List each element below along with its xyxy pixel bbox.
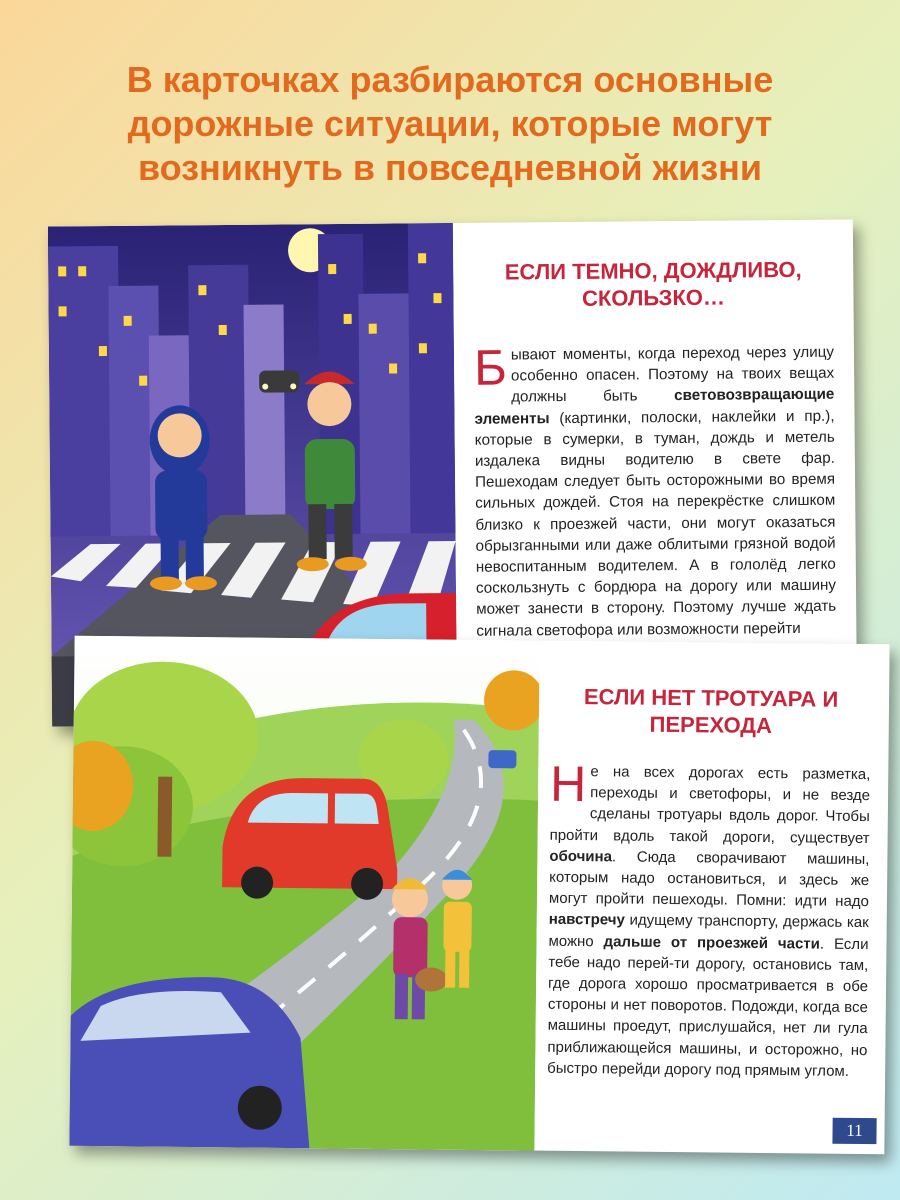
distant-blue-car-icon [488,750,516,768]
card-dark-rainy-body: Бывают моменты, когда переход через улицу особенно опасен. Поэтому на твоих вещах должны быть световозвращающие элементы (картинки, полоски, наклейки и пр.), которые в сумерки, в туман, дождь и метель издалека видны водителю в свете фар. Пешеходам следует быть осторожными во время сильных дождей. Стоя на перекрёстке слишком близко к проезжей части, они могут оказаться обрызганными или даже облитыми грязной водой невоспитанным водителем. А в гололёд легко соскользнуть с бордюра на дорогу или машину может занести в сторону. Поэтому лучше ждать сигнала светофора или возможности перейти [473,339,837,640]
red-car-icon [222,777,398,900]
card-no-sidewalk-text [534,641,889,1155]
drop-cap: Б [473,339,508,396]
headline: В карточках разбираются основные дорожные ситуации, которые могут возникнуть в повседневной жизни [126,59,774,188]
drop-cap: Н [549,755,587,813]
page-number-badge: 11 [832,1118,876,1144]
country-road-illustration [69,636,539,1151]
card-no-sidewalk-body: Не на всех дорогах есть разметка, переходы и светофоры, и не везде сделаны тротуары вдоль дорог. Чтобы пройти вдоль такой дороги, существует обочина. Сюда сворачивают машины, которым надо остановиться, и здесь же могут пройти пешеходы. Помни: идти надо навстречу идущему транспорту, держась как можно дальше от проезжей части. Если тебе надо перей-ти дорогу, остановись там, где дорога хорошо просматривается в обе стороны и нет поворотов. Подожди, когда все машины проедут, прислушайся, нет ли гула приближающейся машины, и осторожно, но быстро перейди дорогу под прямым углом. [547,755,871,1080]
card-dark-rainy-title: ЕСЛИ ТЕМНО, ДОЖДЛИВО, СКОЛЬЗКО… [504,256,802,311]
card-no-sidewalk [69,636,889,1155]
card-no-sidewalk-title: ЕСЛИ НЕТ ТРОТУАРА И ПЕРЕХОДА [583,684,839,739]
